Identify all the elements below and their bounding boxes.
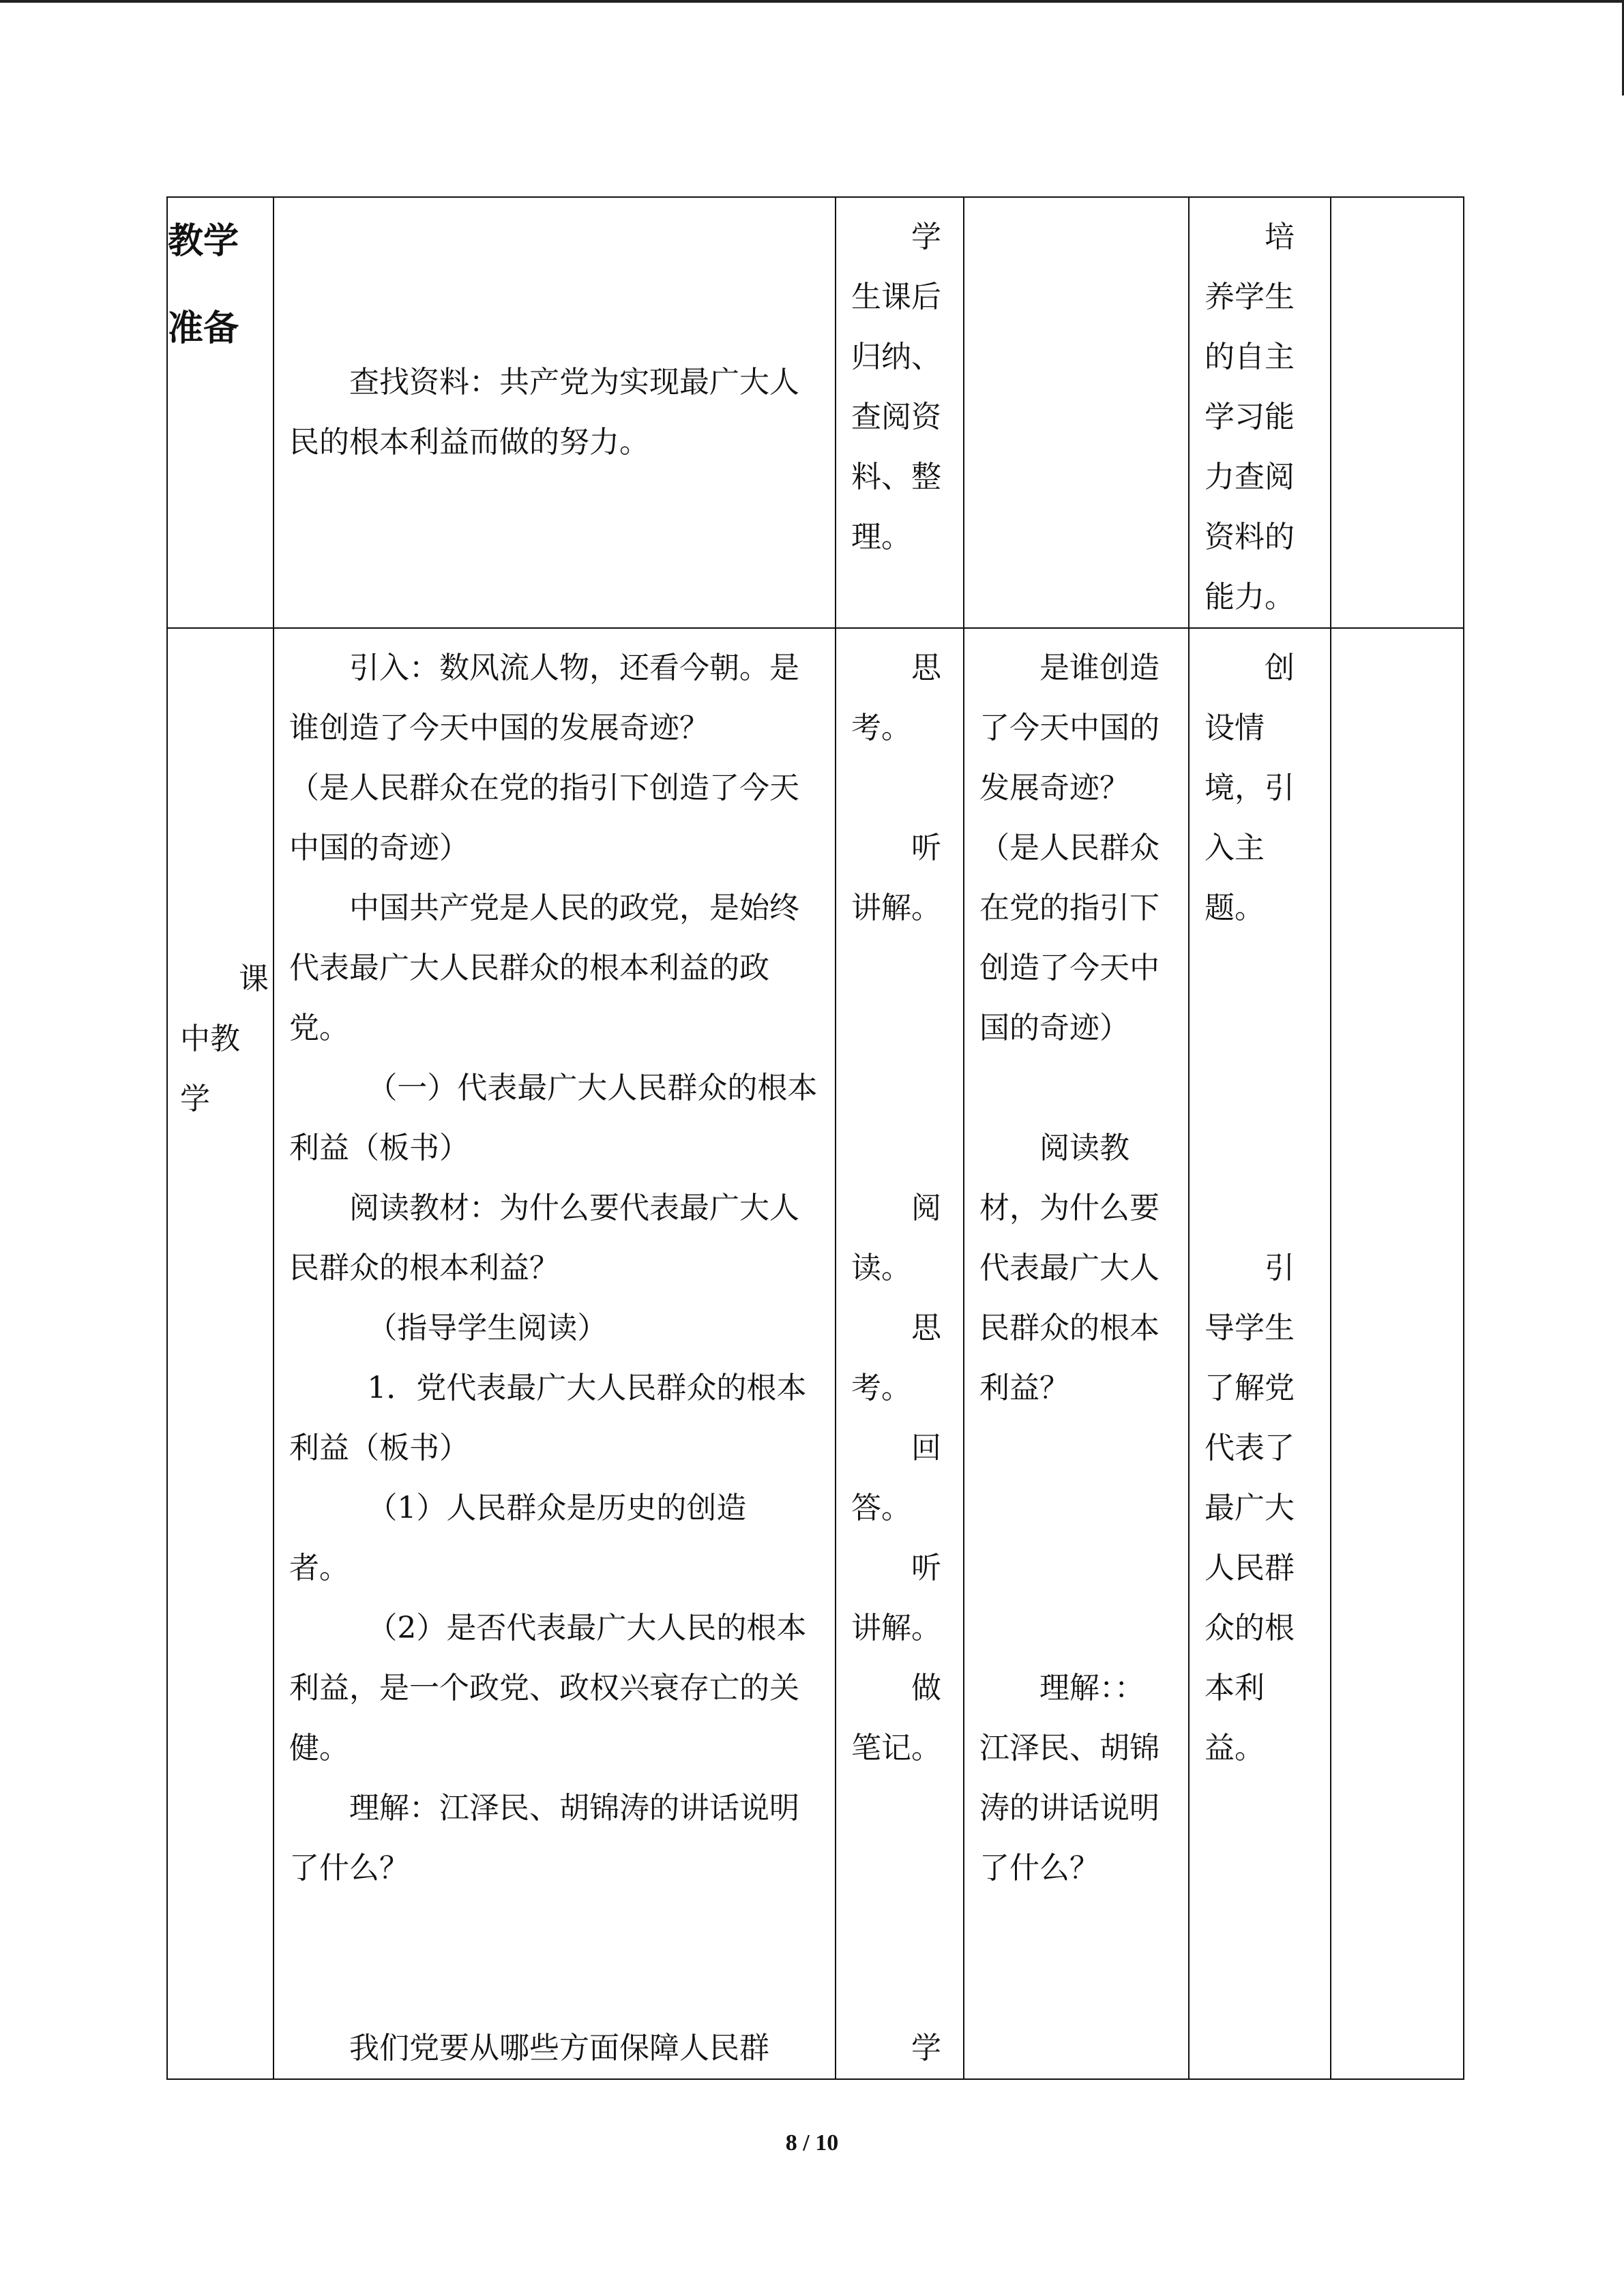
content-paragraph: 我们党要从哪些方面保障人民群 xyxy=(349,2031,769,2066)
content-paragraph: （1）人民群众是历史的创造者。 xyxy=(289,1491,747,1585)
row-label-in-class xyxy=(167,628,274,2079)
class-design-cell xyxy=(1189,628,1331,2079)
label-line: 准备 xyxy=(168,308,239,349)
media-note: 理解：：江泽民、胡锦涛的讲话说明了什么？ xyxy=(979,1671,1160,1885)
page-number: 8 / 10 xyxy=(785,2130,839,2156)
label-line: 课 xyxy=(239,961,269,996)
row-teaching-preparation xyxy=(167,197,1464,628)
class-notes-cell xyxy=(1331,628,1464,2079)
prep-media-cell xyxy=(964,197,1189,628)
prep-design-text: 培养学生的自主学习能力查阅资料的能力。 xyxy=(1205,220,1295,614)
student-activity: 思考。 xyxy=(851,651,941,745)
row-in-class-teaching xyxy=(167,628,1464,2079)
content-paragraph: 阅读教材：为什么要代表最广大人民群众的根本利益？ xyxy=(289,1191,799,1285)
student-activity: 思考。 xyxy=(851,1311,941,1405)
prep-design-cell xyxy=(1189,197,1331,628)
student-activity: 阅读。 xyxy=(851,1191,941,1285)
class-content-cell xyxy=(274,628,836,2079)
label-line: 教学 xyxy=(168,221,239,262)
design-intent: 创设情境，引入主题。 xyxy=(1205,651,1295,925)
content-paragraph: 1．党代表最广大人民群众的根本利益（板书） xyxy=(289,1371,807,1465)
media-note: 是谁创造了今天中国的发展奇迹？（是人民群众在党的指引下创造了今天中国的奇迹） xyxy=(979,651,1160,1045)
student-activity: 听讲解。 xyxy=(851,1551,941,1645)
label-line: 学 xyxy=(180,1082,210,1116)
student-activity: 听讲解。 xyxy=(851,831,941,925)
prep-student-text: 学生课后归纳、查阅资料、整理。 xyxy=(851,220,941,554)
prep-content-cell xyxy=(274,197,836,628)
lesson-plan-table xyxy=(166,196,1464,2080)
student-activity: 学 xyxy=(911,2031,941,2066)
content-paragraph: （是人民群众在党的指引下创造了今天中国的奇迹） xyxy=(289,771,799,865)
content-paragraph: （指导学生阅读） xyxy=(367,1311,608,1345)
student-activity: 回答。 xyxy=(851,1431,941,1525)
content-paragraph: 中国共产党是人民的政党，是始终代表最广大人民群众的根本利益的政党。 xyxy=(289,891,799,1045)
content-paragraph: （一）代表最广大人民群众的根本利益（板书） xyxy=(289,1071,818,1165)
student-activity: 做笔记。 xyxy=(851,1671,941,1765)
class-media-cell xyxy=(964,628,1189,2079)
content-paragraph: 引入：数风流人物，还看今朝。是谁创造了今天中国的发展奇迹？ xyxy=(289,651,799,745)
row-label-preparation xyxy=(167,197,274,628)
label-line: 中教 xyxy=(180,1022,240,1056)
media-note: 阅读教材，为什么要代表最广大人民群众的根本利益？ xyxy=(979,1131,1160,1405)
content-paragraph: （2）是否代表最广大人民的根本利益，是一个政党、政权兴衰存亡的关健。 xyxy=(289,1611,807,1765)
prep-student-cell xyxy=(836,197,964,628)
prep-content-text: 查找资料：共产党为实现最广大人民的根本利益而做的努力。 xyxy=(289,365,799,460)
page-top-rule xyxy=(0,0,1624,3)
content-paragraph: 理解：江泽民、胡锦涛的讲话说明了什么？ xyxy=(289,1791,799,1885)
prep-notes-cell xyxy=(1331,197,1464,628)
class-student-cell xyxy=(836,628,964,2079)
design-intent: 引导学生了解党代表了最广大人民群众的根本利益。 xyxy=(1205,1251,1295,1765)
